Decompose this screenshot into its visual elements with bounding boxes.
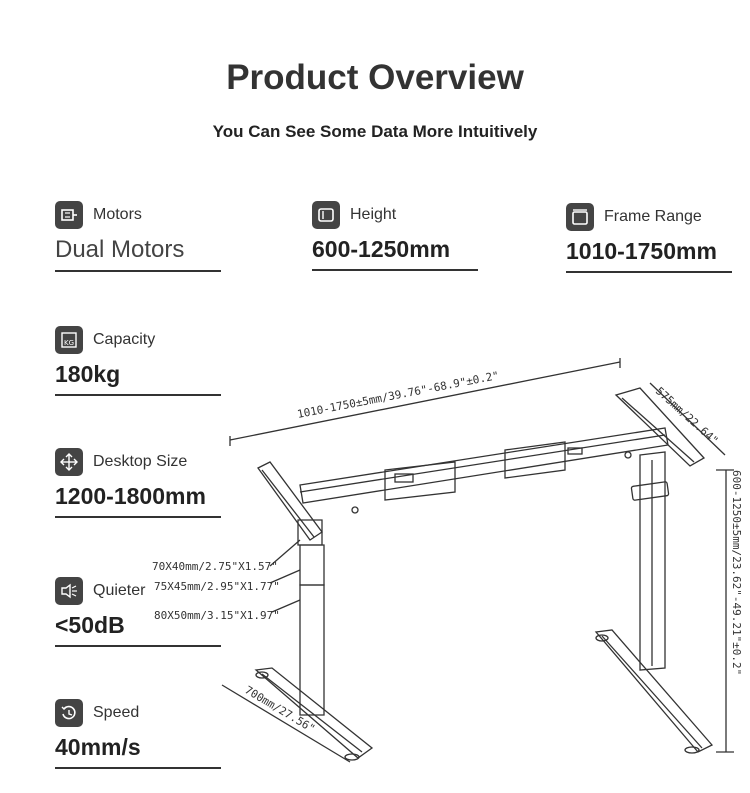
spec-desktop-size-label: Desktop Size	[93, 453, 188, 470]
weight-icon-text: KG	[63, 339, 75, 347]
page-subtitle: You Can See Some Data More Intuitively	[212, 122, 538, 141]
foot-dimension-label: 700mm/27.56"	[242, 683, 318, 736]
spec-quieter-value: <50dB	[55, 612, 125, 638]
spec-speed-label: Speed	[93, 704, 140, 721]
left-leg-middle	[300, 545, 324, 585]
spec-capacity-label: Capacity	[93, 331, 156, 348]
spec-frame-range-value: 1010-1750mm	[566, 238, 717, 264]
width-dimension-line	[230, 362, 620, 440]
tube-size-1-label: 70X40mm/2.75"X1.57"	[152, 560, 278, 573]
control-pad-icon	[631, 482, 669, 501]
spec-height-label: Height	[350, 206, 397, 223]
depth-dimension-label: 575mm/22.64"	[652, 384, 721, 448]
spec-frame-range-label: Frame Range	[604, 208, 702, 225]
page-title: Product Overview	[226, 58, 524, 97]
tube-size-2-label: 75X45mm/2.95"X1.77"	[154, 580, 280, 593]
width-dimension-label: 1010-1750±5mm/39.76"-68.9"±0.2"	[296, 369, 501, 421]
crossbeam	[300, 428, 668, 503]
left-leg-lower	[300, 585, 324, 715]
tube-size-3-label: 80X50mm/3.15"X1.97"	[154, 609, 280, 622]
spec-desktop-size-value: 1200-1800mm	[55, 483, 206, 509]
spec-height-value: 600-1250mm	[312, 236, 451, 262]
spec-motors-label: Motors	[93, 206, 142, 223]
spec-capacity-value: 180kg	[55, 361, 121, 387]
spec-quieter-label: Quieter	[93, 582, 146, 599]
height-dimension-label: 600-1250±5mm/23.62"-49.21"±0.2"	[730, 470, 743, 676]
spec-speed-value: 40mm/s	[55, 734, 141, 760]
spec-motors-value: Dual Motors	[55, 236, 185, 263]
